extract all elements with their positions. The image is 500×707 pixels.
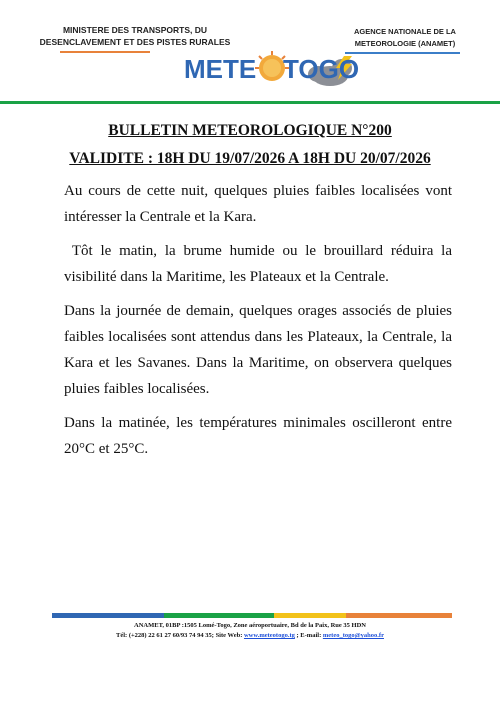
meteo-togo-logo — [180, 50, 370, 96]
forecast-paragraph: Dans la journée de demain, quelques orages associés de pluies faibles localisées sont attendus dans les Plateaux, la Centrale, la Kara et les Savanes. Dans la Maritime, on observera quelques pluies faibles localisées. — [64, 303, 452, 397]
logo-text-right: TOGO — [283, 54, 360, 84]
agency-line-2: METEOROLOGIE (ANAMET) — [354, 39, 456, 48]
email-link[interactable]: meteo_togo@yahoo.fr — [322, 632, 384, 639]
footer-bar-blue — [52, 613, 164, 618]
logo-text-left: METE — [184, 54, 257, 84]
agency-name — [340, 26, 470, 50]
logo-graphic-icon — [180, 50, 370, 96]
bulletin-title: BULLETIN METEOROLOGIQUE N°200 — [108, 122, 392, 139]
footer-email-label: ; E-mail: — [294, 632, 323, 639]
footer-bar-green — [164, 613, 274, 618]
forecast-paragraph: Au cours de cette nuit, quelques pluies faibles localisées vont intéresser la Centrale et la Kara. — [64, 183, 452, 225]
forecast-paragraph: Tôt le matin, la brume humide ou le brouillard réduira la visibilité dans la Maritime, les Plateaux et la Centrale. — [64, 243, 452, 285]
footer-bar-orange — [346, 613, 452, 618]
validity-line: VALIDITE : 18H DU 19/07/2026 A 18H DU 20/07/2026 — [69, 150, 431, 167]
ministry-name — [0, 24, 270, 48]
footer-phone: Tél: (+228) 22 61 27 60/93 74 94 35; Site Web: — [116, 632, 244, 639]
website-link[interactable]: www.meteotogo.tg — [243, 632, 295, 639]
ministry-underline — [60, 51, 150, 53]
agency-line-1: AGENCE NATIONALE DE LA — [354, 27, 456, 36]
ministry-line-1: MINISTERE DES TRANSPORTS, DU — [62, 25, 208, 35]
footer-contact — [0, 631, 500, 640]
forecast-paragraph: Dans la matinée, les températures minimales oscilleront entre 20°C et 25°C. — [64, 415, 452, 457]
footer-address: ANAMET, 01BP :1505 Lomé-Togo, Zone aéroportuaire, Bd de la Paix, Rue 35 HDN — [134, 622, 366, 629]
footer-bar-yellow — [274, 613, 346, 618]
header-divider — [0, 101, 500, 104]
ministry-line-2: DESENCLAVEMENT ET DES PISTES RURALES — [39, 37, 231, 47]
